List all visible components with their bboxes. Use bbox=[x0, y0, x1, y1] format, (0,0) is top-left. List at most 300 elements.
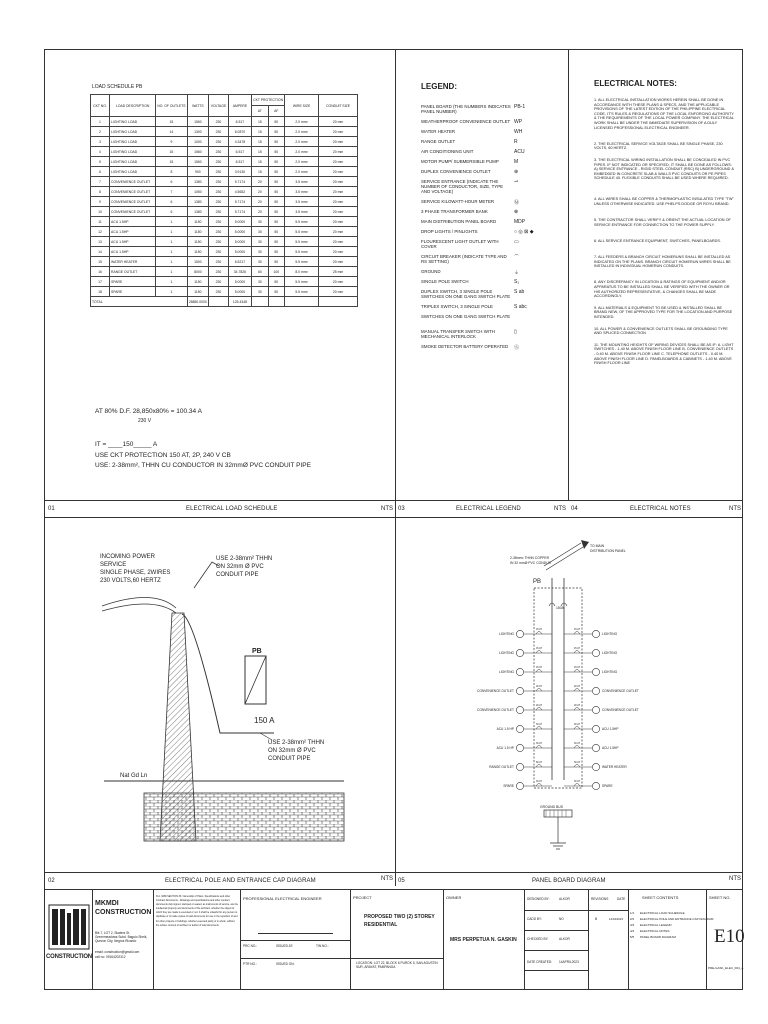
table-cell: 1 bbox=[156, 237, 187, 247]
table-cell: ACU 1.5HP bbox=[110, 227, 156, 237]
legend-item-symbol: M bbox=[514, 159, 519, 165]
panel-05-nts: NTS bbox=[729, 876, 741, 882]
table-cell: 3 bbox=[91, 137, 110, 147]
col-watts: WATTS bbox=[187, 95, 209, 117]
branch-left-rating: 15 AT bbox=[535, 666, 543, 669]
table-cell: 30 bbox=[252, 247, 268, 257]
table-cell: 1050 bbox=[187, 187, 209, 197]
table-cell: 230 bbox=[209, 237, 229, 247]
branch-right-rating: 15 AT bbox=[573, 647, 581, 650]
company-logo bbox=[48, 903, 90, 953]
legend-item-label: SERVICE KILOWATT-HOUR METER bbox=[421, 199, 495, 204]
project-name-1: PROPOSED TWO (2) STOREY bbox=[364, 914, 435, 920]
table-cell: 3.5 mm² bbox=[285, 197, 319, 207]
table-cell: 15 bbox=[252, 127, 268, 137]
table-cell: 20 mm bbox=[319, 127, 358, 137]
table-cell: 5.0000 bbox=[228, 227, 251, 237]
use-top-line2: ON 32mm Ø PVC bbox=[216, 564, 264, 570]
legend-item-label: WATER HEATER bbox=[421, 129, 456, 134]
checked-by-value: ALKOR bbox=[559, 937, 570, 941]
table-cell: 50 bbox=[268, 137, 284, 147]
col-conduit: CONDUIT SIZE bbox=[319, 95, 358, 117]
note-item: 9. ALL MATERIALS & EQUIPMENT TO BE USED & INSTALLED SHALL BE BRAND NEW, OF THE APPROVED TYPE FOR THE LOCATION AND PURPOSE INTENDED. bbox=[594, 305, 733, 319]
panel-02-title: ELECTRICAL POLE AND ENTRANCE CAP DIAGRAM bbox=[165, 878, 316, 884]
incoming-line3: SINGLE PHASE, 2WIRES bbox=[100, 570, 171, 576]
branch-left-rating: 60 AT bbox=[535, 761, 543, 764]
legend-item-label: MOTOR PUMP/ SUBMERSIBLE PUMP bbox=[421, 159, 499, 164]
table-cell: 8 bbox=[156, 167, 187, 177]
sheet-content-number: 2/2 bbox=[630, 917, 635, 921]
checked-by-label: CHECKED BY: bbox=[527, 937, 549, 941]
table-cell: 230 bbox=[209, 267, 229, 277]
table-cell: 17 bbox=[91, 277, 110, 287]
legend-item-symbol: R bbox=[514, 139, 518, 145]
legend-item-label: DUPLEX SWITCH, 3 SINGLE POLE SWITCHES ON ONE GANG SWITCH PLATE bbox=[421, 289, 511, 299]
table-cell: 230 bbox=[209, 207, 229, 217]
table-cell: 5.5 mm² bbox=[285, 287, 319, 297]
table-cell: 30 bbox=[252, 277, 268, 287]
panel-02-nts: NTS bbox=[381, 876, 393, 882]
table-cell: 20 mm bbox=[319, 137, 358, 147]
panel-04-title: ELECTRICAL NOTES bbox=[630, 506, 691, 512]
branch-left-label: LIGHTING bbox=[498, 670, 514, 675]
table-cell: 6 bbox=[91, 167, 110, 177]
legend-item-label: RANGE OUTLET bbox=[421, 139, 456, 144]
ra-9266-notice: R.A. 9266 SECTION 33: Ownership of Plans, Specifications and other Contract Documents - Drawings and specifications and other contract documents duly signed, stamped or sealed, as instruments of service, are the intellectual property and documents of the architect, whether the object for which they are made is executed or not. It shall be unlawful for any person to duplicate or to make copies of said documents for use in the repetition of and for other projects or buildings, whether executed partly or in whole, without the written consent of architect or author of said documents. bbox=[156, 895, 238, 927]
legend-item-symbol: WP bbox=[514, 119, 523, 125]
table-cell: LIGHTING LOAD bbox=[110, 127, 156, 137]
feeder-label-2: IN 32 mmØ PVC CONDUIT bbox=[510, 561, 552, 565]
branch-load-circle bbox=[592, 687, 599, 694]
legend-item-label: 3 PHASE TRANSFORMER BANK bbox=[421, 209, 488, 214]
panel-03-title: ELECTRICAL LEGEND bbox=[456, 506, 521, 512]
calc-line2: IT = ____150_____ A bbox=[95, 441, 158, 448]
panel-04-number: 04 bbox=[571, 506, 578, 512]
table-cell: 1000 bbox=[187, 137, 209, 147]
table-row bbox=[91, 277, 358, 287]
table-cell: 8000 bbox=[187, 267, 209, 277]
date-created-value: 14APRIL2023 bbox=[559, 960, 579, 964]
table-cell: 5.0000 bbox=[228, 277, 251, 287]
table-cell: 50 bbox=[268, 117, 284, 127]
use-bot-line3: CONDUIT PIPE bbox=[268, 756, 311, 762]
table-cell: 14 bbox=[156, 127, 187, 137]
table-cell: 34.7826 bbox=[228, 267, 251, 277]
sheet-content-item: ELECTRICAL LOAD SCHEDULE bbox=[640, 911, 685, 915]
table-cell: 230 bbox=[209, 187, 229, 197]
table-cell: 2 bbox=[91, 127, 110, 137]
main-breaker-label: 150A bbox=[556, 606, 564, 610]
use-bot-line1: USE 2-38mm² THHN bbox=[268, 740, 325, 746]
table-cell: 50 bbox=[268, 277, 284, 287]
calc-line4: USE: 2-38mm², THHN CU CONDUCTOR IN 32mmØ PVC CONDUIT PIPE bbox=[95, 462, 311, 469]
table-cell: 20 mm bbox=[319, 277, 358, 287]
table-cell: 20 mm bbox=[319, 187, 358, 197]
sheet-no-label: SHEET NO. bbox=[709, 895, 731, 900]
table-row bbox=[91, 117, 358, 127]
table-row bbox=[91, 247, 358, 257]
table-cell: 230 bbox=[209, 137, 229, 147]
legend-item-symbol: Ⓢ bbox=[514, 345, 520, 351]
branch-load-circle bbox=[592, 725, 599, 732]
table-cell: LIGHTING LOAD bbox=[110, 157, 156, 167]
use-top-line1: USE 2-38mm² THHN bbox=[216, 556, 273, 562]
sheet-number: E10 bbox=[714, 926, 745, 947]
panel-05-number: 05 bbox=[398, 878, 405, 884]
table-cell: 15 bbox=[91, 257, 110, 267]
table-cell: 20 mm bbox=[319, 257, 358, 267]
table-cell: 15 bbox=[252, 147, 268, 157]
panel-enclosure bbox=[534, 588, 582, 788]
notes-title: ELECTRICAL NOTES: bbox=[594, 79, 677, 88]
branch-right-rating: 30 AT bbox=[573, 742, 581, 745]
legend-item-symbol: ○ ◎ ⊠ ◆ bbox=[514, 229, 534, 235]
table-cell: 10 bbox=[91, 207, 110, 217]
branch-left-label: CONVENIENCE OUTLET bbox=[477, 708, 514, 713]
table-cell: 50 bbox=[268, 247, 284, 257]
table-cell: 20 mm bbox=[319, 287, 358, 297]
branch-load-circle bbox=[516, 782, 523, 789]
branch-load-circle bbox=[592, 763, 599, 770]
col-af: AF bbox=[268, 106, 284, 117]
sheet-content-item: ELECTRICAL LEGEND bbox=[640, 923, 672, 927]
table-cell: 1 bbox=[156, 267, 187, 277]
table-cell: 1380 bbox=[187, 177, 209, 187]
sheet-content-number: 1/1 bbox=[630, 911, 635, 915]
prof-engr-label: PROFESSIONAL ELECTRICAL ENGINEER bbox=[243, 896, 322, 901]
table-cell: 1380 bbox=[187, 207, 209, 217]
table-cell: 7 bbox=[91, 177, 110, 187]
table-cell: 230 bbox=[209, 177, 229, 187]
table-cell: 20 mm bbox=[319, 217, 358, 227]
table-cell: 230 bbox=[209, 287, 229, 297]
branch-load-circle bbox=[592, 744, 599, 751]
load-schedule-title: LOAD SCHEDULE PB bbox=[92, 84, 143, 90]
branch-right-rating: 30 AT bbox=[573, 761, 581, 764]
table-row bbox=[91, 187, 358, 197]
table-cell: 8.0 mm² bbox=[285, 267, 319, 277]
branch-left-rating: 15 AT bbox=[535, 647, 543, 650]
table-cell: 1560 bbox=[187, 117, 209, 127]
table-cell: 20 bbox=[252, 207, 268, 217]
table-row bbox=[91, 147, 358, 157]
table-cell: 1500 bbox=[187, 257, 209, 267]
branch-load-circle bbox=[516, 630, 523, 637]
table-cell: CONVENIENCE OUTLET bbox=[110, 197, 156, 207]
panel-01-nts: NTS bbox=[381, 506, 393, 512]
legend-item-symbol: S ab bbox=[514, 289, 525, 295]
company-name-2: CONSTRUCTION bbox=[95, 909, 152, 916]
table-cell: 2.0 mm² bbox=[285, 117, 319, 127]
table-cell: 2.0 mm² bbox=[285, 127, 319, 137]
feeder-label-1: 2-38mm² THHN COPPER bbox=[510, 556, 550, 560]
legend-item-label: WEATHERPROOF CONVENIENCE OUTLET bbox=[421, 119, 511, 124]
sheet-code: PRE-GASK_ELEC_004_A bbox=[708, 966, 744, 970]
table-cell: 5.0000 bbox=[228, 287, 251, 297]
branch-left-label: ACU 1.5 HP bbox=[496, 746, 514, 751]
branch-left-label: CONVENIENCE OUTLET bbox=[477, 689, 514, 694]
table-cell: 900 bbox=[187, 167, 209, 177]
col-ckt: CKT NO. bbox=[91, 95, 110, 117]
branch-load-circle bbox=[592, 706, 599, 713]
branch-right-rating: 15 AT bbox=[573, 666, 581, 669]
legend-item-symbol: WH bbox=[514, 129, 523, 135]
company-address: Blk 7, LOT 2, Skaters St. Greenmeadows Subd. Baguio Sheik, Quezon City, Negros Ricardo bbox=[95, 931, 148, 943]
company-name-1: MKMDI bbox=[95, 900, 119, 907]
table-cell: 5.0000 bbox=[228, 217, 251, 227]
branch-load-circle bbox=[516, 706, 523, 713]
pb-diagram-label: PB bbox=[533, 579, 542, 585]
table-cell: 5 bbox=[91, 157, 110, 167]
legend-title: LEGEND: bbox=[421, 82, 457, 91]
branch-load-circle bbox=[516, 725, 523, 732]
table-cell: 1 bbox=[156, 227, 187, 237]
table-cell: 50 bbox=[268, 167, 284, 177]
table-cell: 1150 bbox=[187, 277, 209, 287]
divider-h-bottom bbox=[44, 872, 743, 873]
table-cell: 20 mm bbox=[319, 247, 358, 257]
owner-label: OWNER bbox=[446, 895, 462, 900]
table-cell: 50 bbox=[268, 157, 284, 167]
use-bot-line2: ON 32mm Ø PVC bbox=[268, 748, 316, 754]
issued-at-label: ISSUED AT: bbox=[276, 944, 293, 948]
legend-item-label: SWITCHES ON ONE GANG SWITCH PLATE bbox=[421, 314, 511, 319]
table-cell: SPARE bbox=[110, 287, 156, 297]
incoming-line4: 230 VOLTS,60 HERTZ bbox=[100, 578, 161, 584]
table-cell: 6 bbox=[156, 177, 187, 187]
table-cell: 30 bbox=[252, 257, 268, 267]
panel-03-nts: NTS bbox=[554, 506, 566, 512]
table-cell: 230 bbox=[209, 277, 229, 287]
table-cell: 15 bbox=[252, 157, 268, 167]
panel-03-number: 03 bbox=[398, 506, 405, 512]
table-cell: 5.5 mm² bbox=[285, 217, 319, 227]
table-cell: SPARE bbox=[110, 277, 156, 287]
legend-item-label: AIR CONDITIONING UNIT bbox=[421, 149, 474, 154]
note-item: 1. ALL ELECTRICAL INSTALLATION WORKS HEREIN SHALL BE DONE IN ACCORDANCE WITH THESE PLANS & SPECS, AND THE APPLICABLE PROVISIONS OF THE LATEST EDITION OF THE PHILIPPINE ELECTRICAL CODE, IT'S RULES & REGULATIONS OF THE LOCAL ENFORCING AUTHORITY & THE REQUIREMENTS OF THE LOCAL POWER COMPANY. THE ELECTRICAL WORK SHALL BE UNDER THE IMMEDIATE SUPERVISION OF A DULY LICENSED PROFESSIONAL ELECTRICAL ENGINEER. bbox=[594, 98, 734, 130]
table-cell: 1 bbox=[156, 287, 187, 297]
table-cell: 1560 bbox=[187, 147, 209, 157]
table-cell: 50 bbox=[268, 227, 284, 237]
table-row bbox=[91, 257, 358, 267]
legend-item-label: PANEL BOARD (THE NUMBERS INDICATES PANEL NUMBER) bbox=[421, 104, 511, 114]
table-cell: 5.0000 bbox=[228, 237, 251, 247]
table-cell: 30 bbox=[252, 217, 268, 227]
table-cell: 2.0 mm² bbox=[285, 137, 319, 147]
branch-right-rating: 20 AT bbox=[573, 685, 581, 688]
table-cell: 1150 bbox=[187, 217, 209, 227]
table-cell: 1150 bbox=[187, 227, 209, 237]
table-cell: 5.5 mm² bbox=[285, 247, 319, 257]
to-main-dp-1: TO MAIN bbox=[590, 544, 605, 548]
branch-right-label: LIGHTING bbox=[602, 670, 618, 675]
sheet-content-number: 5/5 bbox=[630, 935, 635, 939]
table-cell: 50 bbox=[268, 217, 284, 227]
table-cell: 1380 bbox=[187, 197, 209, 207]
table-cell: 6.517 bbox=[228, 147, 251, 157]
branch-load-circle bbox=[516, 668, 523, 675]
table-cell: RANGE OUTLET bbox=[110, 267, 156, 277]
note-item: 2. THE ELECTRICAL SERVICE VOLTAGE SHALL BE SINGLE PHASE, 230 VOLTS, 60 HERTZ. bbox=[594, 141, 723, 151]
table-cell: 20 mm bbox=[319, 237, 358, 247]
note-item: 3. THE ELECTRICAL WIRING INSTALLATION SHALL BE CONCEALED IN PVC PIPES. IF NOT INDICATED OR SPECIFIED, IT SHALL BE DONE AS FOLLOWS: A) SERVICE ENTRANCE - RIGID STEEL CONDUIT (RSC) B) UNDERGROUND & EMBEDDED IN CONCRETE SLAB & WALLS PVC CONDUITS OR PE PIPES SCHEDULE 40. FLEXIBLE CONDUITS SHALL BE USED WHERE REQUIRED. bbox=[594, 158, 735, 181]
legend-item-symbol: S abc bbox=[514, 304, 527, 310]
table-cell: 6.0870 bbox=[228, 127, 251, 137]
note-item: 8. ANY DISCREPANCY IN LOCATION & RATINGS OF EQUIPMENT AND/OR APPARATUS TO BE INSTALLED SHALL BE VERIFIED WITH THE OWNER OR HIS AUTHORIZED REPRESENTATIVE, & CHANGES SHALL BE MADE ACCORDINGLY. bbox=[594, 280, 730, 299]
designed-by-value: ALKOR bbox=[559, 897, 570, 901]
branch-load-circle bbox=[592, 782, 599, 789]
legend-item-label: SERVICE ENTRANCE (INDICATE THE NUMBER OF CONDUCTOR, SIZE, TYPE AND VOLTAGE) bbox=[421, 179, 504, 194]
note-item: 4. ALL WIRES SHALL BE COPPER & THERMOPLASTIC INSULATED TYPE "TW" UNLESS OTHERWISE INDICATED. USE PHELPS DODGE OR ROYU BRAND. bbox=[594, 197, 734, 206]
branch-right-label: LIGHTING bbox=[602, 651, 618, 656]
owner-name: MRS PERPETUA N. GASKIN bbox=[450, 937, 517, 943]
table-cell: 1 bbox=[156, 217, 187, 227]
branch-load-circle bbox=[592, 668, 599, 675]
legend-item-label: DROP LIGHTS / PINLIGHTS bbox=[421, 229, 478, 234]
company-cell: cell no: 09164202312 bbox=[95, 955, 126, 959]
table-cell: 3.9130 bbox=[228, 167, 251, 177]
sheet-content-number: 3/3 bbox=[630, 923, 635, 927]
table-cell: 230 bbox=[209, 167, 229, 177]
legend-item-label: GROUND bbox=[421, 269, 441, 274]
project-location: LOCATION: LOT 22, BLOCK 6 PUROK II, SAN AGUSTIN SUR, ARAYAT, PAMPANGA bbox=[356, 961, 438, 969]
legend-item-symbol: ACU bbox=[514, 149, 525, 155]
branch-left-label: LIGHTING bbox=[498, 632, 514, 637]
legend-item-symbol: ▭ bbox=[514, 239, 519, 245]
panel-04-nts: NTS bbox=[729, 506, 741, 512]
divider-h-bottom2 bbox=[44, 889, 743, 890]
table-cell: 5.5 mm² bbox=[285, 237, 319, 247]
designed-by-label: DESIGNED BY: bbox=[527, 897, 550, 901]
table-cell: 5.7174 bbox=[228, 197, 251, 207]
table-cell: CONVENIENCE OUTLET bbox=[110, 177, 156, 187]
rev-date: 14/04/2023 bbox=[609, 917, 623, 921]
table-cell: 6.5217 bbox=[228, 257, 251, 267]
table-cell: 20 mm bbox=[319, 227, 358, 237]
calc-line3: USE CKT PROTECTION 150 AT, 2P, 240 V CB bbox=[95, 452, 231, 459]
incoming-line1: INCOMING POWER bbox=[100, 554, 155, 560]
table-cell: 1 bbox=[156, 277, 187, 287]
table-cell: 4 bbox=[91, 147, 110, 157]
branch-load-circle bbox=[592, 630, 599, 637]
project-label: PROJECT bbox=[353, 895, 372, 900]
rev-date-label: DATE bbox=[617, 897, 626, 901]
panel-05-title: PANEL BOARD DIAGRAM bbox=[532, 878, 606, 884]
table-cell: 15 bbox=[156, 117, 187, 127]
table-cell: 50 bbox=[268, 257, 284, 267]
table-row bbox=[91, 287, 358, 297]
issued-on-label: ISSUED ON: bbox=[276, 962, 295, 966]
col-desc: LOAD DESCRIPTION bbox=[110, 95, 156, 117]
table-cell: 50 bbox=[268, 237, 284, 247]
branch-right-label: LIGHTING bbox=[602, 632, 618, 637]
legend-item-label: CIRCUIT BREAKER (INDICATE TYPE AND RS SETTING) bbox=[421, 254, 507, 264]
legend-item-symbol: ▯ bbox=[514, 329, 517, 335]
to-main-dp-2: DISTRIBUTION PANEL bbox=[590, 549, 626, 553]
table-cell: WATER HEATER bbox=[110, 257, 156, 267]
company-email: email: construction@gmail.com bbox=[95, 950, 140, 954]
table-cell: 9 bbox=[91, 197, 110, 207]
table-cell: 4.3478 bbox=[228, 137, 251, 147]
table-cell: 15 bbox=[252, 117, 268, 127]
branch-right-label: CONVENIENCE OUTLET bbox=[602, 689, 639, 694]
table-cell: 1 bbox=[156, 257, 187, 267]
branch-right-label: WATER HEATER bbox=[602, 765, 627, 770]
table-cell: 230 bbox=[209, 147, 229, 157]
table-cell: 50 bbox=[268, 207, 284, 217]
col-wire: WIRE SIZE bbox=[285, 95, 319, 117]
table-cell: 15 bbox=[156, 147, 187, 157]
table-cell: 30 bbox=[252, 287, 268, 297]
ground-bus-label: GROUND BUS bbox=[540, 805, 563, 809]
table-cell: 4.5652 bbox=[228, 187, 251, 197]
legend-item-label: SMOKE DETECTOR BATTERY OPERATED bbox=[421, 344, 509, 349]
sheet-content-item: ELECTRICAL POLE AND ENTRANCE CAP DIAGRAM bbox=[640, 917, 714, 921]
table-cell: 50 bbox=[268, 197, 284, 207]
table-cell: 30 bbox=[252, 237, 268, 247]
cadd-by-value: NO bbox=[559, 917, 564, 921]
sheet-content-number: 4/4 bbox=[630, 929, 635, 933]
table-cell: 230 bbox=[209, 217, 229, 227]
branch-load-circle bbox=[516, 687, 523, 694]
table-cell: 30 bbox=[252, 227, 268, 237]
table-cell: 60 bbox=[252, 267, 268, 277]
table-cell: 20 mm bbox=[319, 147, 358, 157]
project-name-2: RESIDENTIAL bbox=[364, 922, 398, 928]
col-outlets: NO. OF OUTLETS bbox=[156, 95, 187, 117]
amp-label: 150 A bbox=[254, 716, 275, 725]
table-row bbox=[91, 127, 358, 137]
legend-item-symbol: ⌒ bbox=[514, 255, 520, 261]
table-cell: 20 mm bbox=[319, 177, 358, 187]
use-top-line3: CONDUIT PIPE bbox=[216, 572, 259, 578]
total-label: TOTAL bbox=[91, 297, 188, 307]
legend-item-symbol: S₁ bbox=[514, 279, 520, 285]
table-cell: 15 bbox=[156, 157, 187, 167]
legend-item-label: MAIN DISTRIBUTION PANEL BOARD bbox=[421, 219, 497, 224]
table-cell: 50 bbox=[268, 187, 284, 197]
tin-no-label: TIN NO.: bbox=[316, 944, 329, 948]
table-cell: 20 mm bbox=[319, 157, 358, 167]
legend-item-symbol: ⊕ bbox=[514, 169, 519, 175]
table-row bbox=[91, 217, 358, 227]
table-row bbox=[91, 207, 358, 217]
table-cell: 25 mm bbox=[319, 267, 358, 277]
legend-item-label: FLOURESCENT LIGHT OUTLET WITH COVER bbox=[421, 239, 499, 249]
table-cell: 3.5 mm² bbox=[285, 187, 319, 197]
branch-left-label: RANGE OUTLET bbox=[489, 765, 514, 770]
table-cell: 18 bbox=[91, 287, 110, 297]
table-row bbox=[91, 227, 358, 237]
table-cell: CONVENIENCE OUTLET bbox=[110, 207, 156, 217]
col-voltage: VOLTAGE bbox=[209, 95, 229, 117]
table-row bbox=[91, 137, 358, 147]
divider-h-top bbox=[44, 500, 743, 501]
branch-right-rating: 30 AT bbox=[573, 723, 581, 726]
table-cell: 3.5 mm² bbox=[285, 207, 319, 217]
rev-number: B bbox=[595, 917, 598, 921]
table-cell: ACU 1.5HP bbox=[110, 247, 156, 257]
table-cell: 20 bbox=[252, 177, 268, 187]
table-cell: LIGHTING LOAD bbox=[110, 137, 156, 147]
table-cell: 5.5 mm² bbox=[285, 257, 319, 267]
table-cell: 230 bbox=[209, 117, 229, 127]
table-row bbox=[91, 167, 358, 177]
table-cell: 100 bbox=[268, 267, 284, 277]
table-cell: 230 bbox=[209, 197, 229, 207]
branch-left-rating: 30 AT bbox=[535, 742, 543, 745]
col-at: AT bbox=[252, 106, 268, 117]
